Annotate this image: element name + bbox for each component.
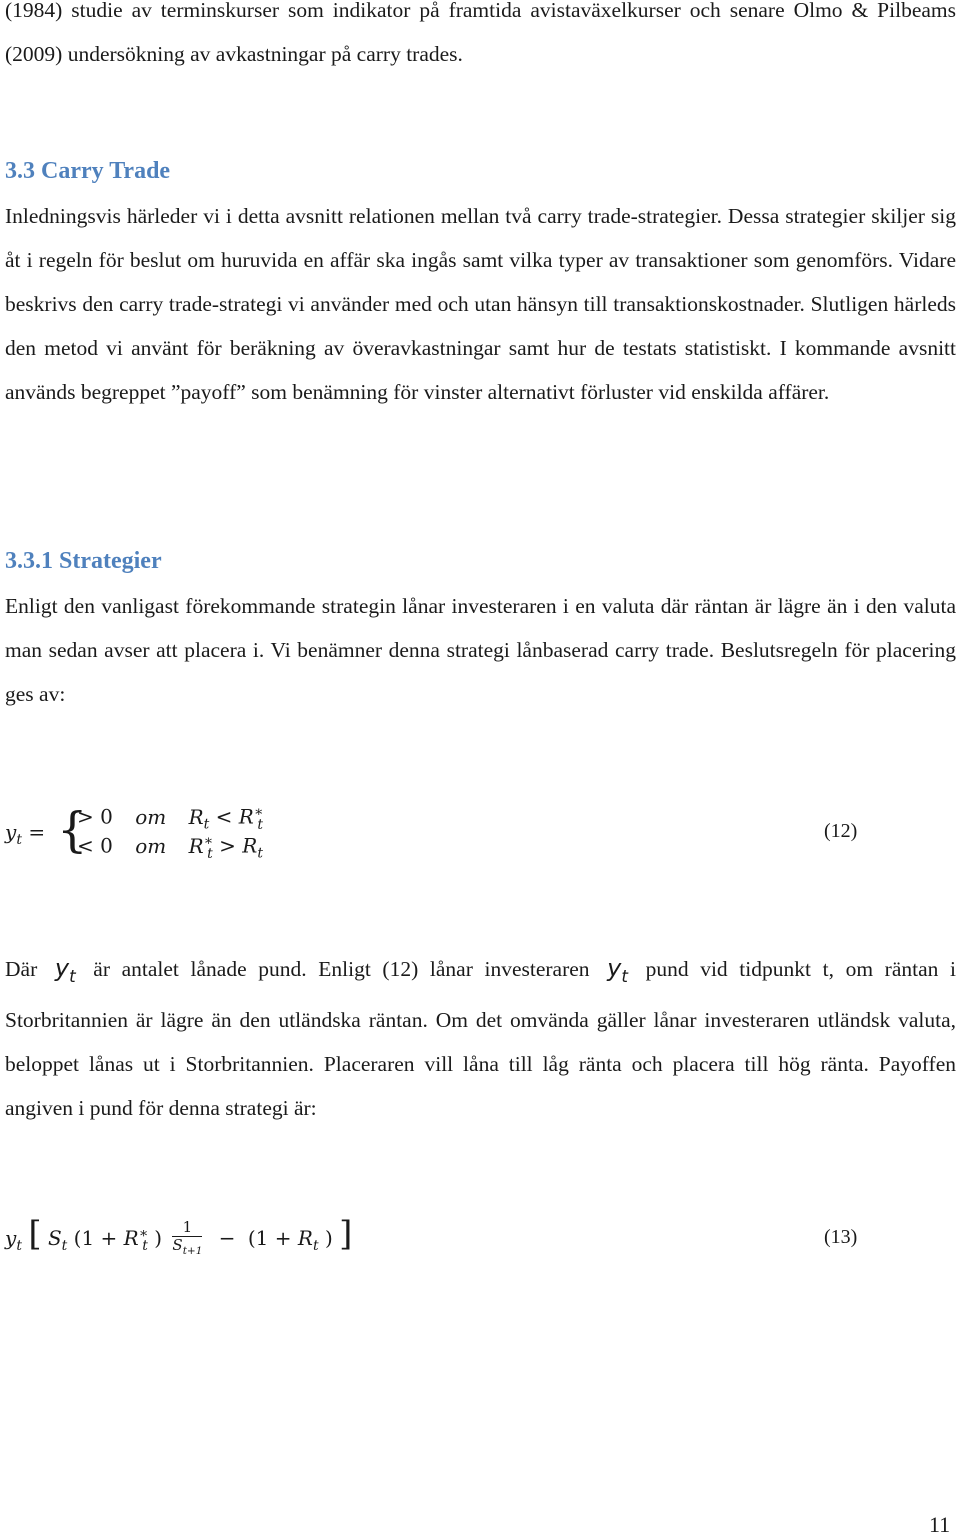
paragraph-explain: Där $y_t$ är antalet lånade pund. Enligt (12) lånar investeraren $y_t$ pund vid tidpunkt t, om räntan i Storbritannien är lägre än den utländska räntan. Om det omvända gäller lånar investeraren utländsk valuta, beloppet lånas ut i Storbritannien. Placeraren vill låna till låg ränta och placera till hög ränta. Payoffen angiven i pund för denna strategi är:: [5, 954, 956, 1120]
page-number: 11: [929, 1512, 951, 1537]
paragraph-section: Inledningsvis härleder vi i detta avsnitt relationen mellan två carry trade-strategier. Dessa strategier skiljer sig åt i regeln för beslut om huruvida en affär ska ingås samt vilka typer av transaktioner som genomförs. Vidare beskrivs den carry trade-strategi vi använder med och utan hänsyn till transaktionskostnader. Slutligen härleds den metod vi använt för beräkning av överavkastningar samt hur de testats statistiskt. I kommande avsnitt används begreppet ”payoff” som benämning för vinster alternativt förluster vid enskilda affärer.: [5, 204, 956, 404]
var-yt-2: $y_t$: [607, 954, 628, 986]
eq12-case1: > 0 om $R_t < R^∗_t$: [77, 804, 264, 833]
equation-13: $y_t$ [ $S_t$ ($1 + R^∗_t$ ) $\frac{1}{S_{t+1}}$ − ($1 + R_t$ ) ]: [5, 1214, 352, 1260]
paragraph-strategies: Enligt den vanligast förekommande strategin lånar investeraren i en valuta där räntan är lägre än i den valuta man sedan avser att placera i. Vi benämner denna strategi lånbaserad carry trade. Beslutsregeln för placering ges av:: [5, 594, 956, 706]
paragraph-intro: (1984) studie av terminskurser som indikator på framtida avistaväxelkurser och senare Olmo & Pilbeams (2009) undersökning av avkastningar på carry trades.: [5, 0, 956, 66]
equation-12: [5, 800, 305, 864]
eq13-bracket-open: [: [28, 1214, 42, 1254]
eq13-bracket-close: ]: [339, 1214, 353, 1254]
subsection-heading: 3.3.1 Strategier: [5, 548, 162, 574]
eq12-brace: {: [57, 802, 88, 858]
eq12-case2: < 0 om $R^∗_t > R_t$: [77, 833, 263, 862]
equation-13-number: (13): [824, 1226, 858, 1248]
var-yt-1: $y_t$: [54, 954, 76, 986]
section-heading: 3.3 Carry Trade: [5, 158, 171, 184]
eq12-lhs: $y_t$ =: [5, 820, 46, 848]
equation-12-number: (12): [824, 820, 858, 842]
eq13-fraction: $\frac{1}{S_{t+1}}$: [172, 1218, 203, 1257]
